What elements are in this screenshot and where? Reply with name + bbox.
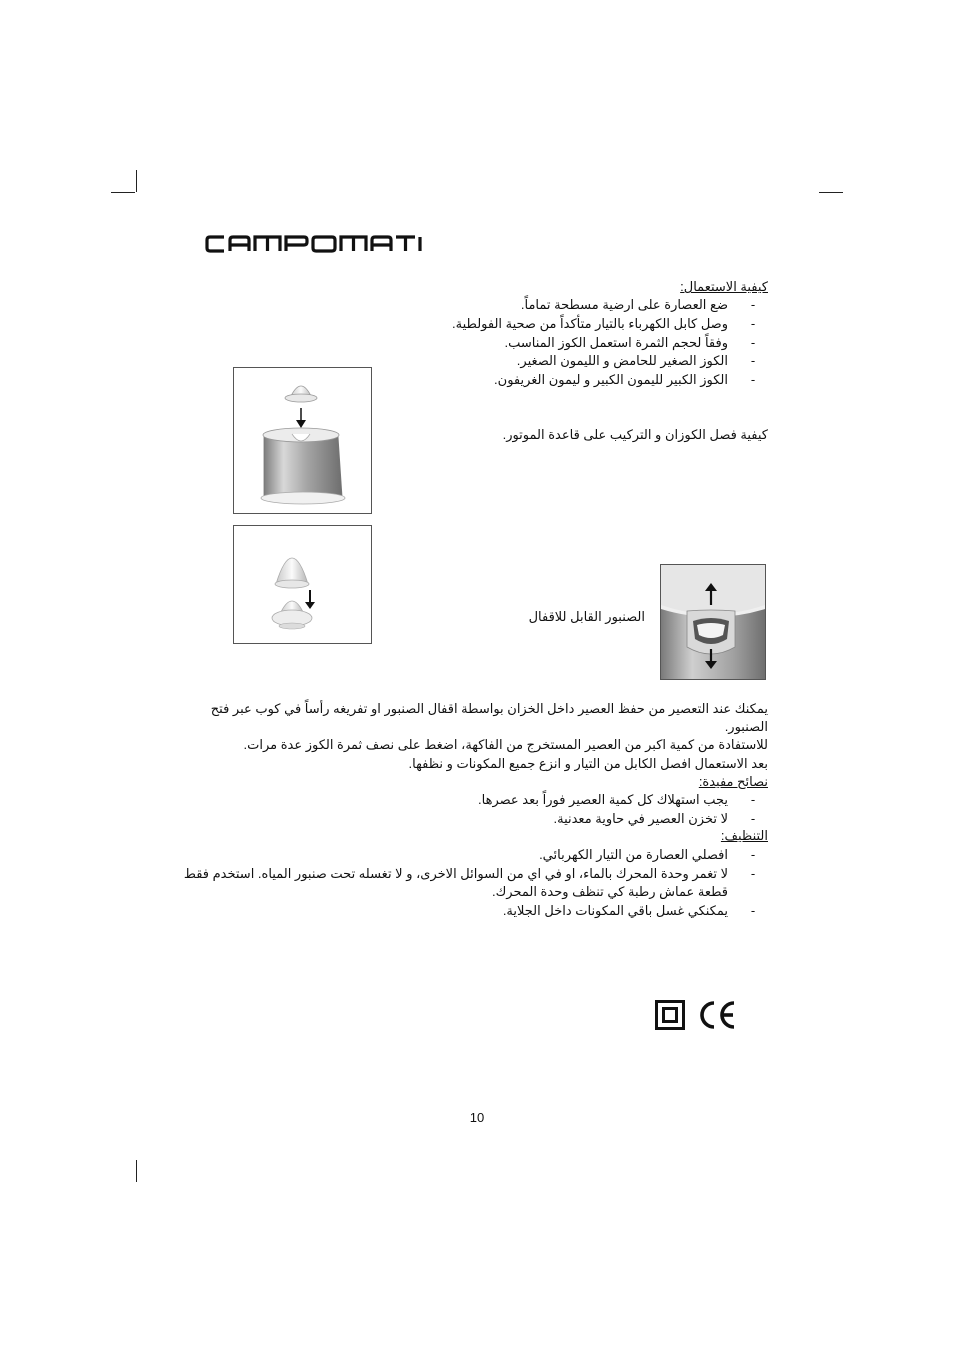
cones-image bbox=[233, 525, 372, 644]
crop-mark-top-left-horizontal bbox=[111, 192, 135, 193]
valve-illustration bbox=[661, 565, 765, 679]
valve-image bbox=[660, 564, 766, 680]
crop-mark-bottom-left-vertical bbox=[136, 1160, 137, 1182]
paragraph-line: الصنبور. bbox=[724, 719, 768, 734]
crop-mark-top-left-vertical bbox=[136, 170, 137, 192]
valve-caption: الصنبور القابل للاقفال bbox=[528, 609, 645, 624]
cones-illustration bbox=[234, 526, 371, 643]
juicer-base-illustration bbox=[234, 368, 371, 513]
usage-heading: كيفية الاستعمال: bbox=[680, 279, 768, 294]
cleaning-section: التنظيف: - افصلي العصارة من التيار الكهربائي. - لا تغمر وحدة المحرك بالماء، او في اي من السوائل الاخرى، و لا تغسله تحت صنبور المياه. استخدم فقط قطعة عماش رطبة كي تنظف وحدة المحرك. - يمكنكي غسل باقي المكونات داخل الجلاية. bbox=[183, 828, 768, 918]
tips-section: نصائح مفيدة: - يجب استهلاك كل كمية العصير فوراً بعد عصرها. - لا تخزن العصير في حاوية معدنية. bbox=[478, 774, 768, 826]
page-number: 10 bbox=[469, 1110, 485, 1125]
juicer-base-image bbox=[233, 367, 372, 514]
assembly-text: كيفية فصل الكوزان و التركيب على قاعدة الموتور. bbox=[502, 427, 768, 442]
ce-mark-icon bbox=[698, 1000, 738, 1035]
usage-notes bbox=[198, 700, 768, 780]
brand-logo bbox=[204, 233, 432, 260]
brand-logo-graphic bbox=[204, 233, 432, 255]
paragraph-line: بعد الاستعمال افصل الكابل من التيار و انزع جميع المكونات و نظفها. bbox=[408, 756, 768, 771]
crop-mark-top-right-horizontal bbox=[819, 192, 843, 193]
paragraph-line: للاستفادة من كمية اكبر من العصير المستخرج من الفاكهة، اضغط على نصف ثمرة الكوز عدة مرات. bbox=[243, 737, 768, 752]
tips-heading: نصائح مفيدة: bbox=[698, 774, 768, 789]
cleaning-heading: التنظيف: bbox=[720, 828, 768, 843]
paragraph-line: يمكنك عند التعصير من حفظ العصير داخل الخزان بواسطة اقفال الصنبور او تفريغه رأساً في كوب عبر فتح bbox=[210, 701, 768, 716]
double-insulation-icon bbox=[655, 1000, 685, 1035]
